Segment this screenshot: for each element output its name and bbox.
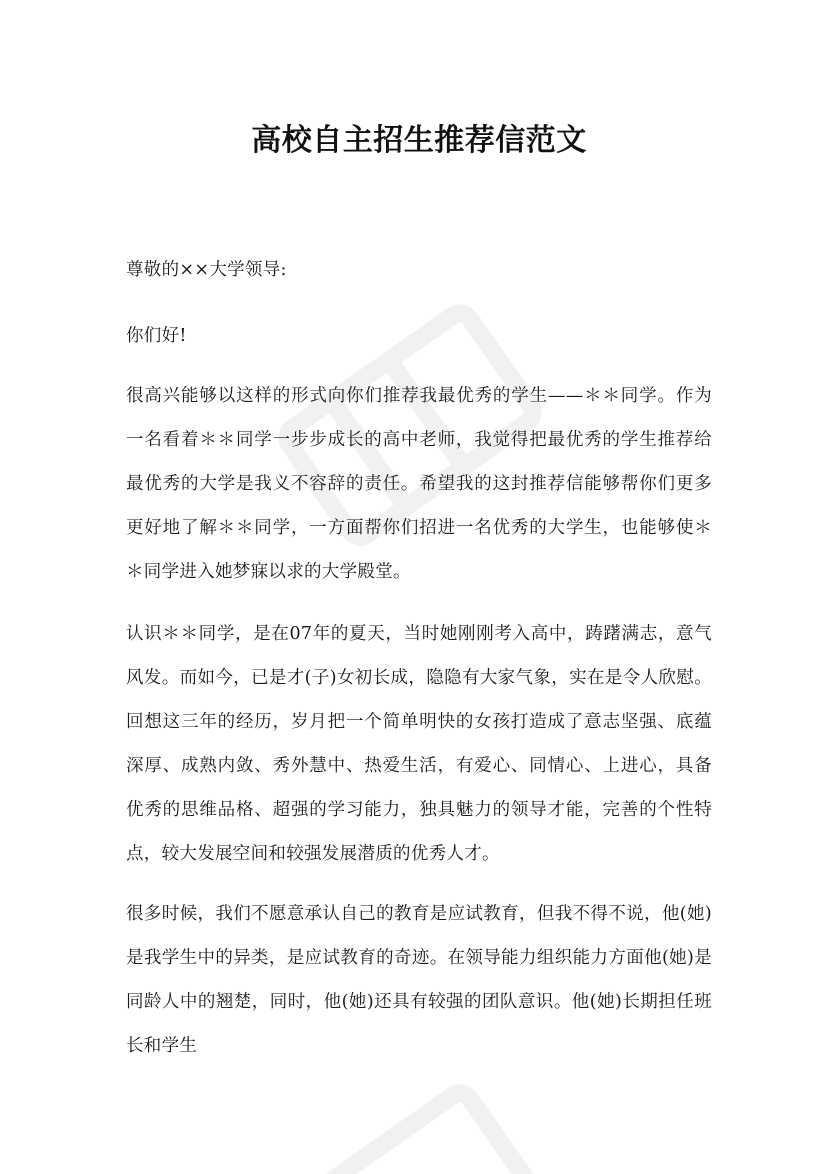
salutation: 尊敬的××大学领导: bbox=[126, 260, 287, 280]
greeting: 你们好! bbox=[126, 326, 187, 346]
document-title: 高校自主招生推荐信范文 bbox=[251, 123, 587, 158]
paragraph-1: 很高兴能够以这样的形式向你们推荐我最优秀的学生——＊＊同学。作为一名看着＊＊同学一步步成长的高中老师，我觉得把最优秀的学生推荐给最优秀的大学是我义不容辞的责任。希望我的这封推荐信能够帮你们更多更好地了解＊＊同学，一方面帮你们招进一名优秀的大学生，也能够使＊＊同学进入她梦寐以求的大学殿堂。 bbox=[126, 386, 712, 582]
paragraph-3: 很多时候，我们不愿意承认自己的教育是应试教育，但我不得不说，他(她)是我学生中的异类，是应试教育的奇迹。在领导能力组织能力方面他(她)是同龄人中的翘楚，同时，他(她)还具有较强的团队意识。他(她)长期担任班长和学生 bbox=[126, 904, 712, 1056]
paragraph-2: 认识＊＊同学，是在07年的夏天，当时她刚刚考入高中，踌躇满志，意气风发。而如今，已是才(子)女初长成，隐隐有大家气象，实在是令人欣慰。回想这三年的经历，岁月把一个简单明快的女孩打造成了意志坚强、底蕴深厚、成熟内敛、秀外慧中、热爱生活，有爱心、同情心、上进心，具备优秀的思维品格、超强的学习能力，独具魅力的领导才能，完善的个性特点，较大发展空间和较强发展潜质的优秀人才。 bbox=[126, 624, 712, 864]
watermark-logo-icon bbox=[260, 1080, 560, 1174]
